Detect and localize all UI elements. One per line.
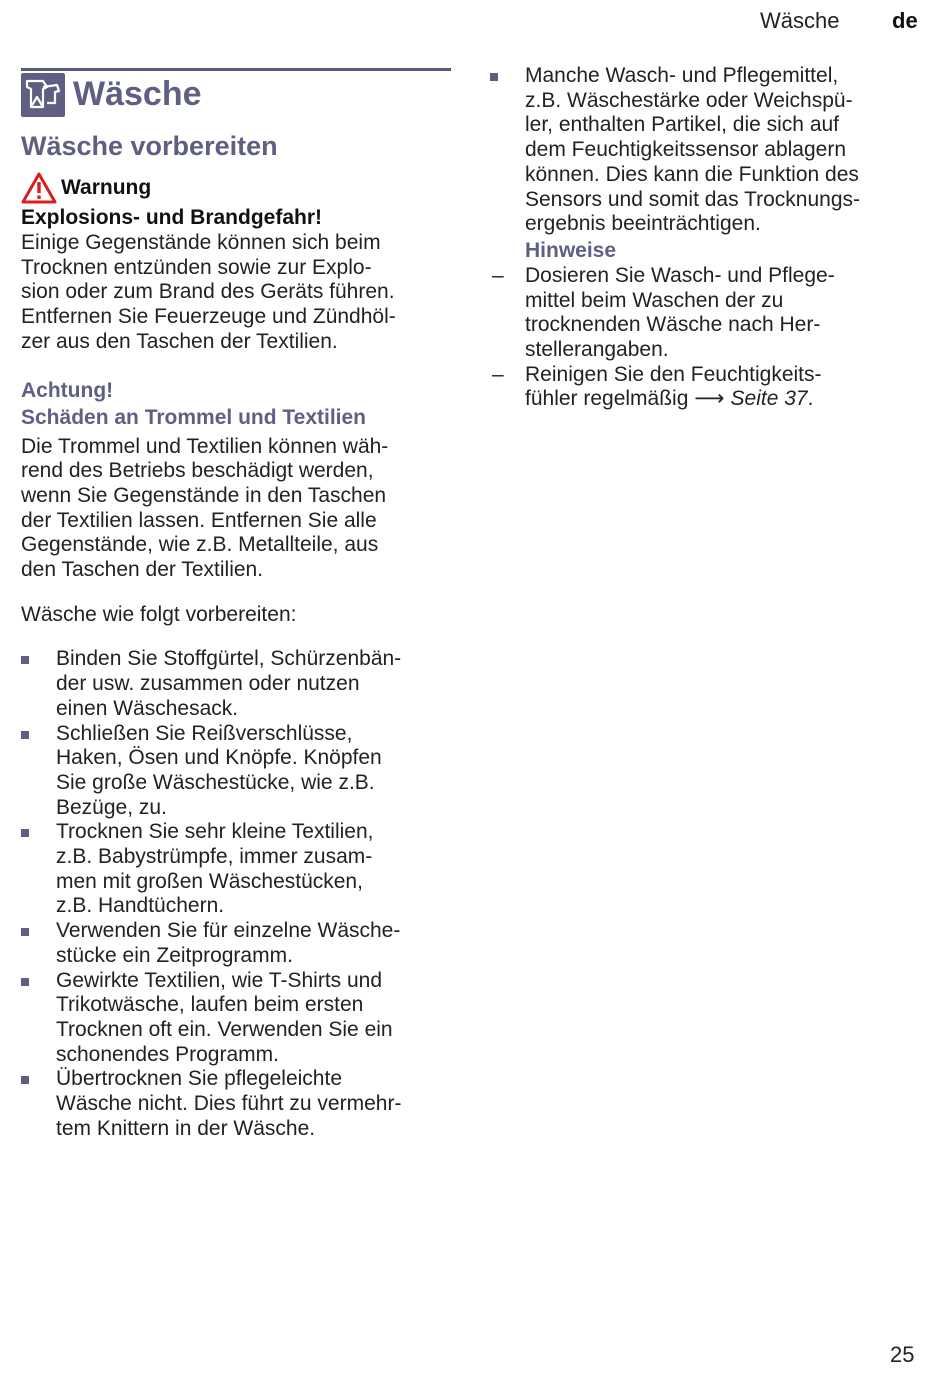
- warning-headline: Explosions- und Brandgefahr!: [21, 206, 323, 229]
- list-item: – Reinigen Sie den Feuchtigkeits- fühler regelmäßig ⟶ Seite 37.: [492, 362, 822, 411]
- caution-label: Achtung!: [21, 378, 114, 402]
- header-language: de: [892, 8, 918, 33]
- warning-text: Einige Gegenstände können sich beim Trocknen entzünden sowie zur Explo- sion oder zum Brand des Geräts führen. Entfernen Sie Feuerzeuge und Zündhöl- zer aus den Taschen der Textilien.: [21, 231, 396, 353]
- right-column: [490, 64, 920, 412]
- bullet-icon: [21, 829, 29, 837]
- dash-icon: –: [492, 263, 504, 287]
- laundry-icon: [21, 73, 65, 117]
- warning-triangle-icon: [21, 172, 57, 204]
- section-subtitle: Wäsche vorbereiten: [21, 131, 278, 161]
- warning-header: [21, 171, 451, 205]
- bullet-icon: [490, 73, 498, 81]
- list-item: Binden Sie Stoffgürtel, Schürzenbän- der usw. zusammen oder nutzen einen Wäschesack.: [21, 647, 451, 721]
- chapter-title: Wäsche: [73, 75, 202, 113]
- warning-label: Warnung: [61, 176, 152, 199]
- intro-text: Wäsche wie folgt vorbereiten:: [21, 602, 297, 626]
- bullet-icon: [21, 731, 29, 739]
- list-item: Gewirkte Textilien, wie T-Shirts und Trikotwäsche, laufen beim ersten Trocknen oft ein. Verwenden Sie ein schonendes Programm.: [21, 969, 451, 1068]
- list-item: Verwenden Sie für einzelne Wäsche- stücke ein Zeitprogramm.: [21, 919, 451, 968]
- dash-icon: –: [492, 362, 504, 386]
- left-column: [21, 68, 451, 1142]
- notes-label: Hinweise: [525, 238, 617, 262]
- caution-text: Die Trommel und Textilien können wäh- rend des Betriebs beschädigt werden, wenn Sie Gegenstände in den Taschen der Textilien lassen. Entfernen Sie alle Gegenstände, wie z.B. Metallteile, aus den Taschen der Textilien.: [21, 434, 389, 582]
- caution-headline: Schäden an Trommel und Textilien: [21, 405, 367, 429]
- bullet-icon: [21, 978, 29, 986]
- bullet-icon: [21, 928, 29, 936]
- list-item: Manche Wasch- und Pflegemittel, z.B. Wäschestärke oder Weichspü- ler, enthalten Partikel, die sich auf dem Feuchtigkeitssensor ablagern können. Dies kann die Funktion des Sensors und somit das Trocknungs- ergebnis beeinträchtigen.: [490, 64, 920, 237]
- detergent-list: [490, 64, 920, 237]
- preparation-list: [21, 647, 451, 1141]
- bullet-icon: [21, 656, 29, 664]
- page-number: 25: [890, 1342, 915, 1367]
- notes-list: [490, 264, 920, 412]
- chapter-title-row: [21, 68, 451, 125]
- page-reference-link[interactable]: Seite 37: [730, 387, 808, 411]
- arrow-right-icon: ⟶: [694, 387, 725, 411]
- list-item: Trocknen Sie sehr kleine Textilien, z.B. Babystrümpfe, immer zusam- men mit großen Wäschestücken, z.B. Handtüchern.: [21, 820, 451, 919]
- list-item: Schließen Sie Reißverschlüsse, Haken, Ösen und Knöpfe. Knöpfen Sie große Wäschestücke, wie z.B. Bezüge, zu.: [21, 722, 451, 821]
- list-item: Übertrocknen Sie pflegeleichte Wäsche nicht. Dies führt zu vermehr- tem Knittern in der Wäsche.: [21, 1067, 451, 1141]
- bullet-icon: [21, 1076, 29, 1084]
- header-section-title: Wäsche: [760, 8, 840, 33]
- list-item: – Dosieren Sie Wasch- und Pflege- mittel beim Waschen der zu trocknenden Wäsche nach Her- stellerangaben.: [492, 263, 835, 362]
